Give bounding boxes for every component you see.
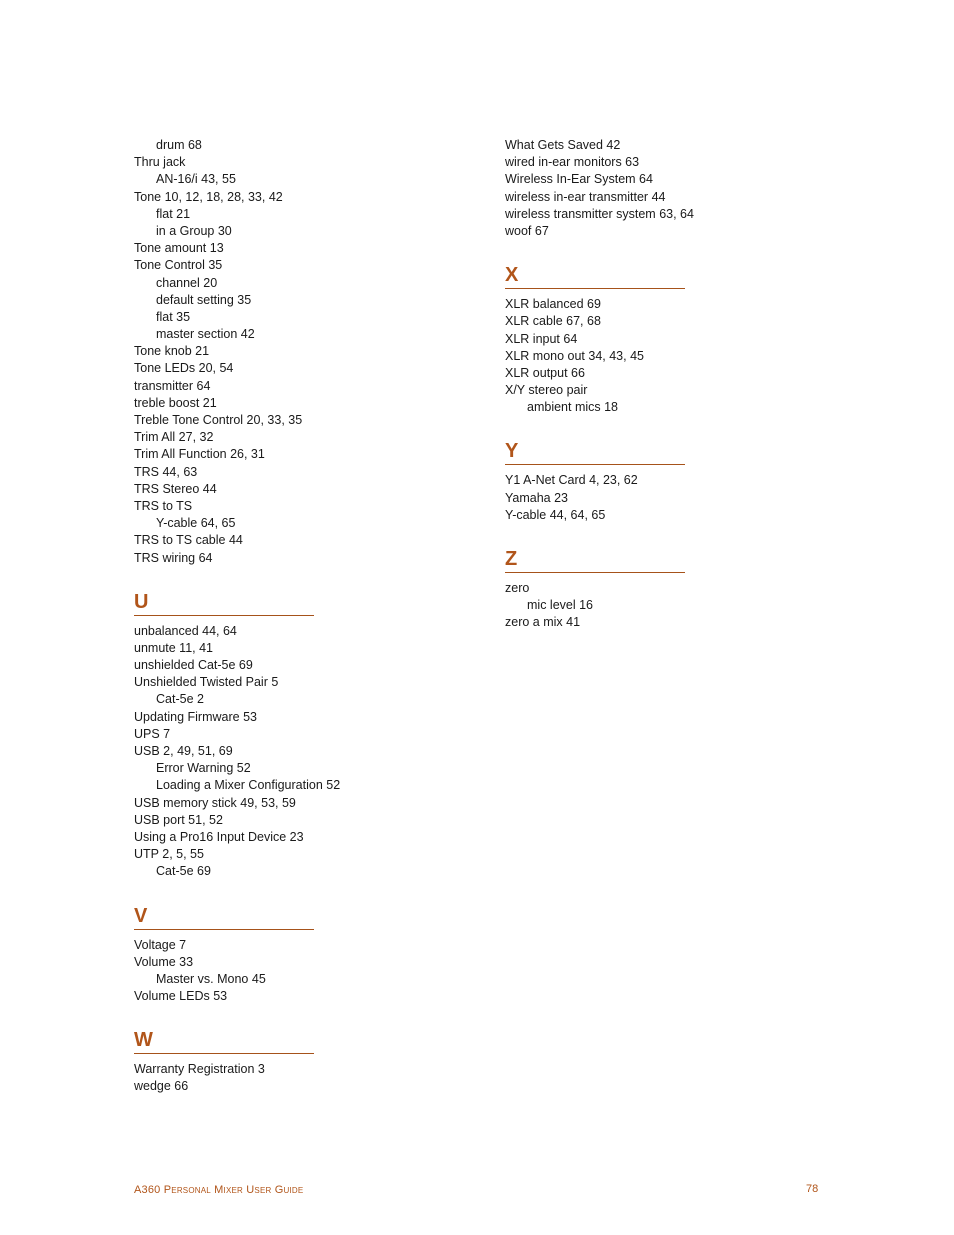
index-entry: woof 67 xyxy=(505,223,549,238)
index-subentry: mic level 16 xyxy=(527,598,593,613)
index-entry: USB port 51, 52 xyxy=(134,812,223,827)
index-column-right xyxy=(505,137,845,632)
index-entry: Y1 A-Net Card 4, 23, 62 xyxy=(505,473,638,488)
index-column-left xyxy=(134,137,474,1096)
index-entry: Trim All Function 26, 31 xyxy=(134,447,265,462)
section-header-v: V xyxy=(134,904,314,930)
page-number: 78 xyxy=(806,1183,819,1195)
index-entry: Updating Firmware 53 xyxy=(134,709,257,724)
section-header-y: Y xyxy=(505,439,685,465)
index-entry: Voltage 7 xyxy=(134,937,187,952)
index-entry: TRS to TS cable 44 xyxy=(134,533,243,548)
index-entry: wired in-ear monitors 63 xyxy=(505,155,640,170)
index-entry: Trim All 27, 32 xyxy=(134,430,214,445)
index-subentry: ambient mics 18 xyxy=(527,400,619,415)
index-subentry: Loading a Mixer Configuration 52 xyxy=(156,778,341,793)
index-entry: zero xyxy=(505,581,530,595)
index-entry: XLR cable 67, 68 xyxy=(505,314,601,329)
section-header-u: U xyxy=(134,590,314,616)
index-entry: Yamaha 23 xyxy=(505,490,569,505)
index-entry: Wireless In-Ear System 64 xyxy=(505,172,653,187)
index-entry: treble boost 21 xyxy=(134,395,217,410)
section-header-z: Z xyxy=(505,547,685,573)
footer-title xyxy=(134,1184,303,1196)
index-entry: XLR balanced 69 xyxy=(505,297,601,312)
index-entry: XLR mono out 34, 43, 45 xyxy=(505,348,644,363)
index-entry: wireless in-ear transmitter 44 xyxy=(505,189,666,204)
index-entry: transmitter 64 xyxy=(134,378,211,393)
index-subentry: AN-16/i 43, 55 xyxy=(156,172,236,187)
index-entry: Tone 10, 12, 18, 28, 33, 42 xyxy=(134,189,283,204)
section-header-w: W xyxy=(134,1028,314,1054)
index-subentry: Master vs. Mono 45 xyxy=(156,971,266,986)
index-entry: X/Y stereo pair xyxy=(505,383,588,398)
index-entry: unshielded Cat-5e 69 xyxy=(134,658,253,673)
section-header-x: X xyxy=(505,263,685,289)
index-entry: Y-cable 44, 64, 65 xyxy=(505,507,606,522)
index-subentry: in a Group 30 xyxy=(156,223,232,238)
index-entry: zero a mix 41 xyxy=(505,615,581,630)
index-entry: XLR output 66 xyxy=(505,365,585,380)
index-entry: XLR input 64 xyxy=(505,331,578,346)
index-entry: Unshielded Twisted Pair 5 xyxy=(134,675,279,690)
index-entry: unbalanced 44, 64 xyxy=(134,623,237,638)
index-entry: UTP 2, 5, 55 xyxy=(134,847,204,862)
index-subentry: Cat-5e 2 xyxy=(156,692,204,707)
index-subentry: flat 21 xyxy=(156,206,191,221)
index-entry: Tone knob 21 xyxy=(134,344,210,359)
index-entry: Warranty Registration 3 xyxy=(134,1062,265,1077)
index-entry: TRS to TS xyxy=(134,498,193,513)
index-entry: UPS 7 xyxy=(134,726,171,741)
index-entry: Tone amount 13 xyxy=(134,241,224,256)
index-entry: Tone LEDs 20, 54 xyxy=(134,361,234,376)
index-subentry: default setting 35 xyxy=(156,292,252,307)
index-entry: Volume 33 xyxy=(134,954,194,969)
index-entry: Tone Control 35 xyxy=(134,258,223,273)
index-subentry: master section 42 xyxy=(156,327,255,342)
index-subentry: flat 35 xyxy=(156,309,191,324)
index-entry: Using a Pro16 Input Device 23 xyxy=(134,829,304,844)
index-entry: USB 2, 49, 51, 69 xyxy=(134,744,233,758)
index-subentry: channel 20 xyxy=(156,275,218,290)
index-subentry: drum 68 xyxy=(156,138,202,152)
index-subentry: Y-cable 64, 65 xyxy=(156,516,236,531)
index-entry: TRS wiring 64 xyxy=(134,550,213,565)
index-entry: What Gets Saved 42 xyxy=(505,138,621,152)
index-entry: unmute 11, 41 xyxy=(134,640,213,655)
index-subentry: Error Warning 52 xyxy=(156,761,251,776)
index-entry: USB memory stick 49, 53, 59 xyxy=(134,795,296,810)
index-entry: TRS Stereo 44 xyxy=(134,481,217,496)
index-entry: TRS 44, 63 xyxy=(134,464,198,479)
index-entry: wireless transmitter system 63, 64 xyxy=(505,206,694,221)
index-entry: Thru jack xyxy=(134,155,186,170)
index-entry: Volume LEDs 53 xyxy=(134,989,228,1004)
index-subentry: Cat-5e 69 xyxy=(156,864,211,879)
index-entry: Treble Tone Control 20, 33, 35 xyxy=(134,413,303,427)
footer-title-text: A360 Personal Mixer User Guide xyxy=(134,1184,304,1196)
index-entry: wedge 66 xyxy=(134,1079,189,1094)
